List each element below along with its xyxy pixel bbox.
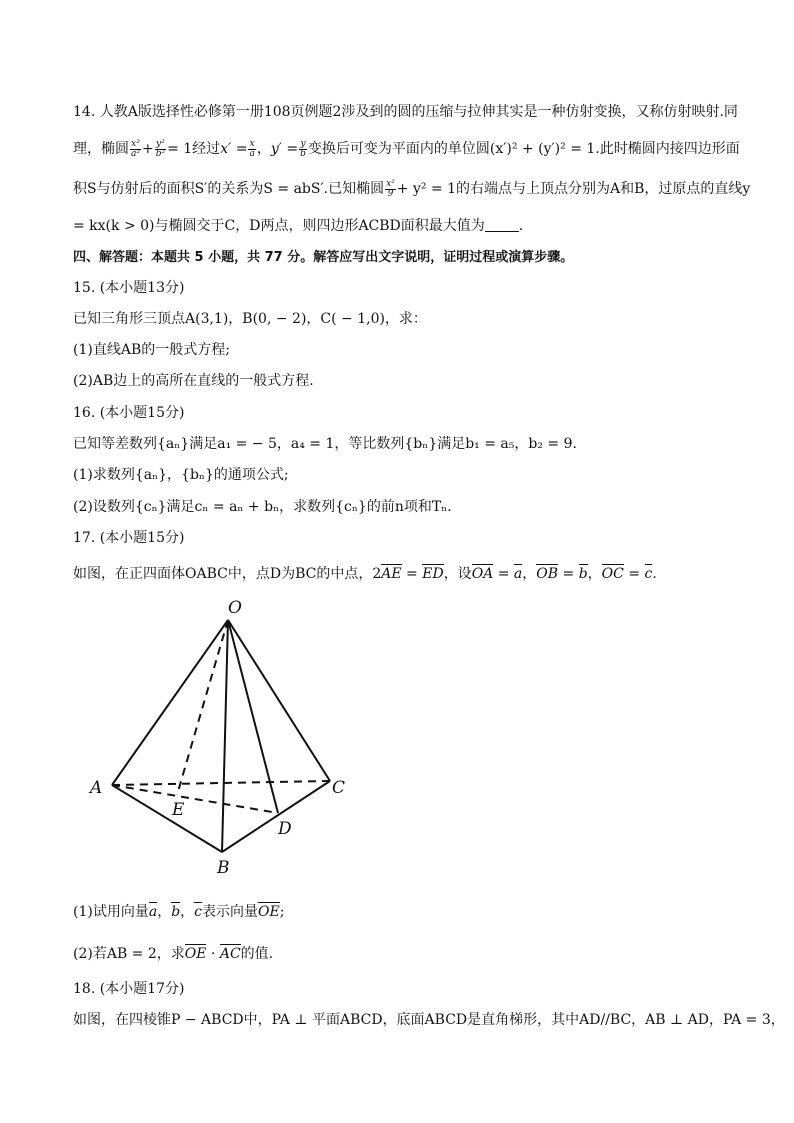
- q17-part-1: (1)试用向量a，b，c表示向量OE;: [73, 904, 285, 920]
- q14-line-2: 理，椭圆 $\frac{\text{x²}}{\text{a²}}$ + $\frac{\text{y²}}{\text{b²}}$ = 1经过x′ = $\frac{x}{a}$ ，y′ = $\frac{y}{b}$ 变换后可变为平面内的单位圆(x′)² + (y′)² = 1.此时椭圆内接四边形面: [73, 138, 740, 159]
- q15-stem: 已知三角形三顶点A(3,1)，B(0, − 2)，C( − 1,0)，求：: [73, 311, 427, 327]
- q14-line-4-text: = kx(k > 0)与椭圆交于C，D两点，则四边形ACBD面积最大值为: [73, 218, 485, 234]
- label-o: O: [228, 598, 242, 618]
- vector-ae: AE: [381, 566, 402, 582]
- label-b: B: [217, 858, 230, 878]
- vector-b: b: [578, 566, 588, 582]
- frac-x2-9: $\frac{\text{x²}}{9}$: [386, 178, 395, 199]
- tetrahedron-figure: [80, 595, 380, 885]
- q17-p2-text-b: 的值.: [240, 946, 274, 962]
- label-c: C: [332, 778, 346, 798]
- q14-eq1: = 1经过: [167, 141, 221, 157]
- q16-stem: 已知等差数列{aₙ}满足a₁ = − 5，a₄ = 1，等比数列{bₙ}满足b₁ = a₅，b₂ = 9.: [73, 436, 577, 452]
- q14-line-3-text-b: + y² = 1的右端点与上顶点分别为A和B，过原点的直线y: [396, 181, 751, 197]
- edge-oa: [112, 620, 228, 785]
- vector-c-ref: c: [194, 904, 203, 920]
- edge-oc: [228, 620, 330, 781]
- q14-xprime: x′ =: [220, 141, 248, 157]
- q14-line-4-end: .: [518, 218, 524, 234]
- q15-title: 15. (本小题13分): [73, 280, 185, 296]
- section-4-heading: 四、解答题：本题共 5 小题，共 77 分。解答应写出文字说明，证明过程或演算步骤。: [73, 250, 574, 265]
- edge-bc: [222, 781, 330, 852]
- q18-title: 18. (本小题17分): [73, 981, 185, 997]
- q16-title: 16. (本小题15分): [73, 405, 185, 421]
- q17-stem-text-b: ，设: [443, 566, 472, 582]
- q17-stem-text-a: 如图，在正四面体OABC中，点D为BC的中点，2: [73, 566, 382, 582]
- q14-line-1: 14. 人教A版选择性必修第一册108页例题2涉及到的圆的压缩与拉伸其实是一种仿射变换，又称仿射映射.同: [73, 104, 738, 120]
- q14-line-2-text-a: 理，椭圆: [73, 141, 129, 157]
- q17-title: 17. (本小题15分): [73, 530, 185, 546]
- q14-line-3: [73, 179, 750, 199]
- frac-y-b: $\frac{y}{b}$: [300, 138, 306, 159]
- label-a: A: [90, 778, 103, 798]
- vector-a-ref: a: [148, 904, 158, 920]
- q17-p2-text-a: (2)若AB = 2，求: [73, 946, 185, 962]
- q14-line-3-text-a: 积S与仿射后的面积S′的关系为S = abS′.已知椭圆: [73, 181, 385, 197]
- q16-part-2: (2)设数列{cₙ}满足cₙ = aₙ + bₙ，求数列{cₙ}的前n项和Tₙ.: [73, 499, 452, 515]
- vector-c: c: [644, 566, 653, 582]
- frac-x2-a2: $\frac{\text{x²}}{\text{a²}}$: [131, 138, 140, 159]
- vector-ac: AC: [219, 946, 241, 962]
- label-e: E: [172, 800, 185, 820]
- edge-oe-hidden: [177, 620, 228, 795]
- edge-od: [228, 620, 278, 813]
- vector-a: a: [513, 566, 523, 582]
- q18-stem: 如图，在四棱锥P − ABCD中，PA ⊥ 平面ABCD，底面ABCD是直角梯形，其中AD//BC，AB ⊥ AD，PA = 3，: [73, 1012, 785, 1028]
- vector-ob: OB: [536, 566, 559, 582]
- vector-b-ref: b: [171, 904, 181, 920]
- answer-blank[interactable]: [485, 219, 519, 232]
- label-d: D: [278, 819, 292, 839]
- q17-stem: 如图，在正四面体OABC中，点D为BC的中点，2AE = ED，设OA = a，OB = b，OC = c.: [73, 566, 657, 582]
- edge-ac-hidden: [112, 781, 330, 785]
- q14-line-4: [73, 216, 523, 236]
- q17-p1-text-a: (1)试用向量: [73, 904, 149, 920]
- equals-sign: =: [406, 566, 418, 582]
- edge-ob: [222, 620, 228, 852]
- q17-p1-text-b: 表示向量: [202, 904, 259, 920]
- vector-oe-2: OE: [184, 946, 207, 962]
- frac-y2-b2: $\frac{\text{y²}}{\text{b²}}$: [155, 138, 166, 159]
- vector-ed: ED: [422, 566, 444, 582]
- q15-part-1: (1)直线AB的一般式方程;: [73, 342, 230, 358]
- frac-x-a: $\frac{x}{a}$: [249, 138, 255, 159]
- edge-ab: [112, 785, 222, 852]
- q15-part-2: (2)AB边上的高所在直线的一般式方程.: [73, 373, 314, 389]
- vector-oc: OC: [601, 566, 624, 582]
- vector-oe: OE: [258, 904, 280, 920]
- q16-part-1: (1)求数列{aₙ}，{bₙ}的通项公式;: [73, 467, 289, 483]
- vector-oa: OA: [471, 566, 494, 582]
- q17-part-2: (2)若AB = 2，求OE · AC的值.: [73, 946, 274, 962]
- q14-yprime: y′ =: [270, 141, 299, 157]
- q14-line-2-text-b: 变换后可变为平面内的单位圆(x′)² + (y′)² = 1.此时椭圆内接四边形面: [307, 141, 740, 157]
